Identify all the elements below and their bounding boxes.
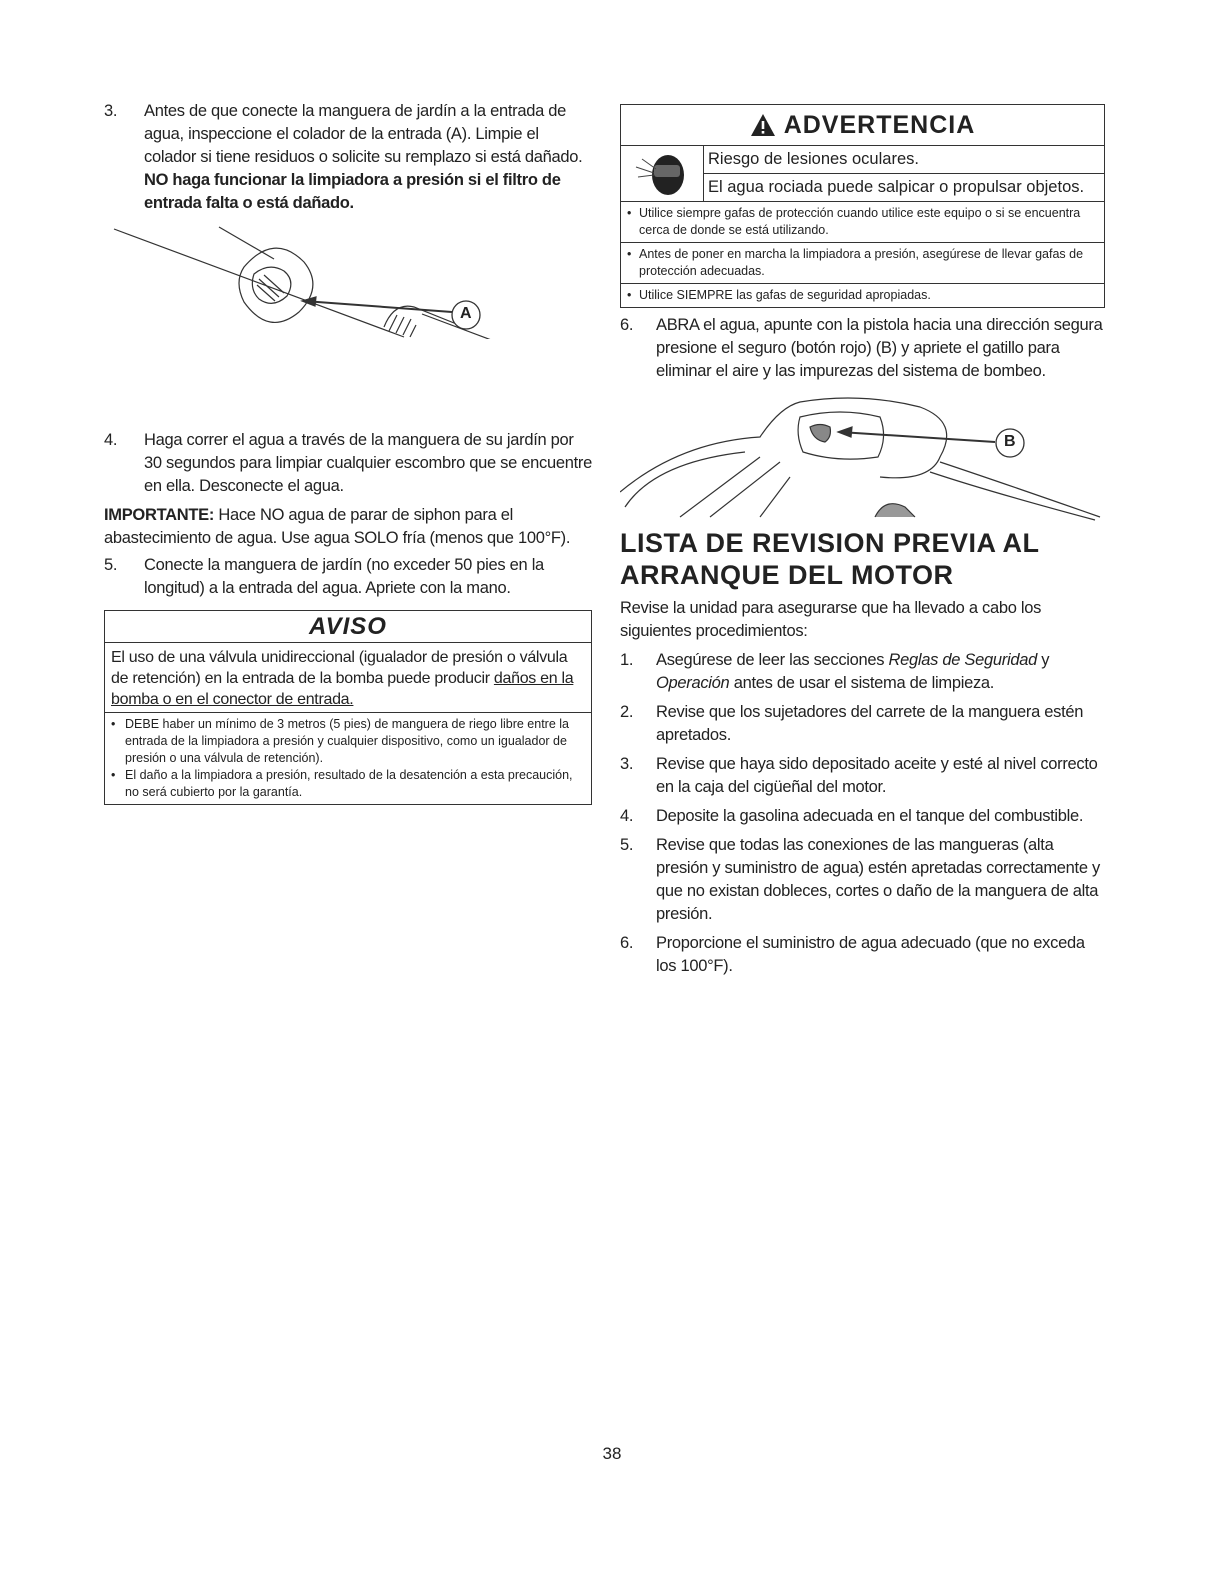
checklist-item: 1. Asegúrese de leer las secciones Reglas de Seguridad y Operación antes de usar el sistema de limpieza. <box>620 649 1105 695</box>
step-3 <box>104 100 592 215</box>
advertencia-header <box>621 105 1104 146</box>
important-note <box>104 504 592 550</box>
step-6 <box>620 314 1105 383</box>
step-text: Antes de que conecte la manguera de jardín a la entrada de agua, inspeccione el colador de la entrada (A). Limpie el colador si tiene residuos o solicite su remplazo si está dañado. <box>144 102 583 166</box>
step-text: Conecte la manguera de jardín (no exceder 50 pies en la longitud) a la entrada del agua. Apriete con la mano. <box>144 556 544 597</box>
safety-goggles-icon <box>621 146 704 201</box>
checklist-item: 5. Revise que todas las conexiones de las mangueras (alta presión y suministro de agua) estén apretadas correctamente y que no existan dobleces, cortes o daño de la manguera de alta presión. <box>620 834 1105 926</box>
important-text: Hace NO agua de parar de siphon para el abastecimiento de agua. Use agua SOLO fría (menos que 100°F). <box>104 506 571 547</box>
checklist-item: 6. Proporcione el suministro de agua adecuado (que no exceda los 100°F). <box>620 932 1105 978</box>
aviso-bullets <box>105 713 591 804</box>
inlet-strainer-illustration <box>104 219 592 339</box>
hazard-line-2: El agua rociada puede salpicar o propulsar objetos. <box>708 178 1085 196</box>
warning-triangle-icon <box>750 113 776 137</box>
checklist-item: 3. Revise que haya sido depositado aceite y esté al nivel correcto en la caja del cigüeñal del motor. <box>620 753 1105 799</box>
aviso-notice-box <box>104 610 592 805</box>
callout-a-label: A <box>460 305 472 322</box>
step-5 <box>104 554 592 600</box>
advertencia-bullet: • Utilice siempre gafas de protección cuando utilice este equipo o si se encuentra cerca de donde se está utilizando. <box>621 202 1104 243</box>
step-number: 4. <box>104 431 118 449</box>
step-4 <box>104 429 592 498</box>
item-number: 4. <box>620 807 634 825</box>
item-number: 6. <box>620 934 634 952</box>
advertencia-bullets <box>621 202 1104 307</box>
advertencia-hazard <box>621 146 1104 202</box>
checklist-item: 4. Deposite la gasolina adecuada en el tanque del combustible. <box>620 805 1105 828</box>
advertencia-title: ADVERTENCIA <box>783 110 976 139</box>
spray-gun-figure <box>620 387 1105 521</box>
section-heading: LISTA DE REVISION PREVIA AL ARRANQUE DEL MOTOR <box>620 528 1040 590</box>
spray-gun-illustration <box>620 387 1105 521</box>
inlet-strainer-figure <box>104 219 592 339</box>
step-text: Haga correr el agua a través de la manguera de su jardín por 30 segundos para limpiar cualquier escombro que se encuentre en ella. Desconecte el agua. <box>144 431 592 495</box>
step-number: 3. <box>104 102 118 120</box>
step-text: ABRA el agua, apunte con la pistola hacia una dirección segura presione el seguro (botón rojo) (B) y apriete el gatillo para eliminar el aire y las impurezas del sistema de bombeo. <box>656 316 1103 380</box>
right-column <box>620 104 1105 984</box>
left-column <box>104 100 592 805</box>
page-number: 38 <box>602 1444 622 1463</box>
aviso-bullet: • DEBE haber un mínimo de 3 metros (5 pies) de manguera de riego libre entre la entrada de la limpiadora a presión y cualquier dispositivo, como un igualador de presión o una válvula de retención). <box>111 717 569 765</box>
advertencia-bullet: • Utilice SIEMPRE las gafas de seguridad apropiadas. <box>627 288 931 302</box>
aviso-title: AVISO <box>105 611 591 643</box>
callout-b-label: B <box>1004 433 1016 450</box>
item-number: 1. <box>620 651 634 669</box>
important-label: IMPORTANTE: <box>104 506 215 524</box>
checklist-intro: Revise la unidad para asegurarse que ha llevado a cabo los siguientes procedimientos: <box>620 599 1042 640</box>
advertencia-bullet: • Antes de poner en marcha la limpiadora a presión, asegúrese de llevar gafas de protección adecuadas. <box>621 243 1104 284</box>
step-warning-text: NO haga funcionar la limpiadora a presión si el filtro de entrada falta o está dañado. <box>144 171 561 212</box>
aviso-body-underlined: daños en la bomba o en el conector de entrada. <box>111 670 574 708</box>
aviso-bullet: • El daño a la limpiadora a presión, resultado de la desatención a esta precaución, no será cubierto por la garantía. <box>111 768 573 799</box>
aviso-body-text: El uso de una válvula unidireccional (igualador de presión o válvula de retención) en la entrada de la bomba puede producir <box>111 649 568 687</box>
checklist-item: 2. Revise que los sujetadores del carrete de la manguera estén apretados. <box>620 701 1105 747</box>
item-number: 2. <box>620 703 634 721</box>
hazard-line-1: Riesgo de lesiones oculares. <box>704 146 1104 174</box>
item-number: 5. <box>620 836 634 854</box>
step-number: 6. <box>620 316 634 334</box>
step-number: 5. <box>104 556 118 574</box>
advertencia-warning-box <box>620 104 1105 308</box>
item-number: 3. <box>620 755 634 773</box>
aviso-body <box>105 643 591 713</box>
checklist <box>620 649 1105 978</box>
